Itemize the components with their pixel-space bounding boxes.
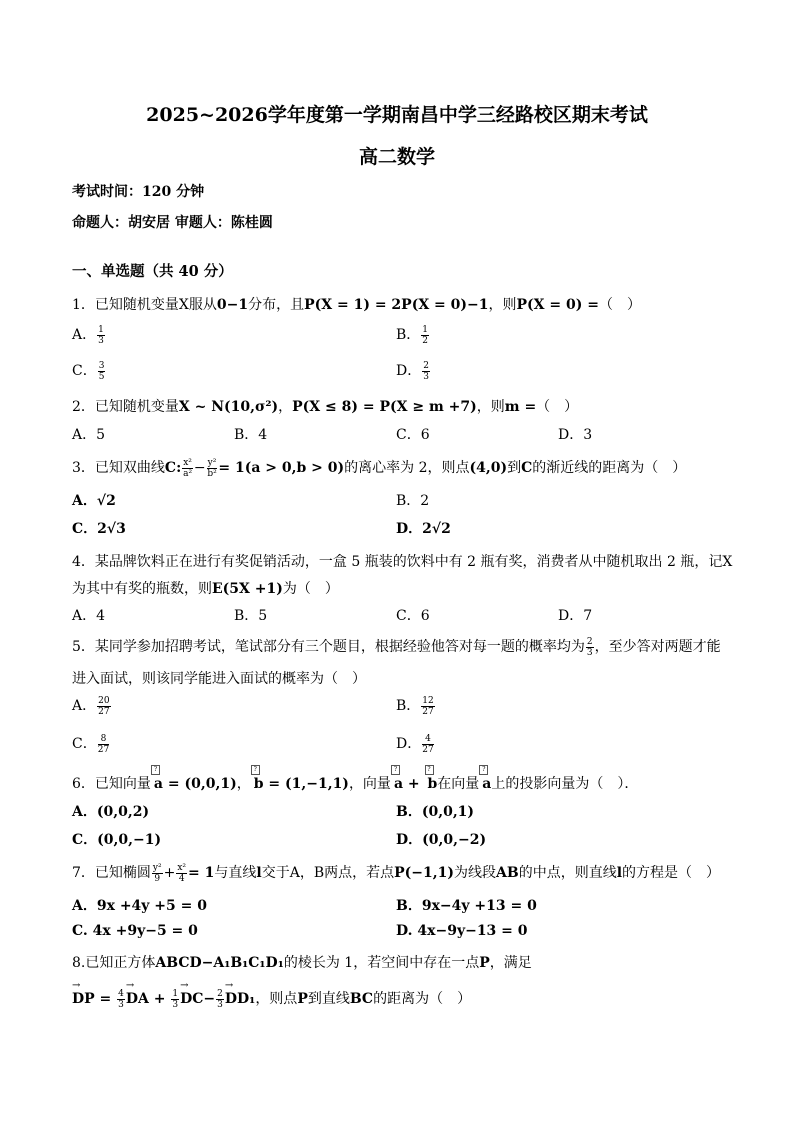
q7-option-b: B．9x−4y +13 = 0	[396, 898, 537, 914]
question-7: 7．已知椭圆 $\frac{\text{y²}}{9}$ + $\frac{\text{x²}}{4}$ = 1与直线l交于A，B两点，若点P(−1,1)为线段AB的中点，则直线l的方程是（ ）	[72, 862, 721, 884]
q4-option-d: D．7	[558, 608, 593, 624]
q1-dist: 0−1	[216, 297, 249, 313]
question-1	[72, 294, 641, 314]
exam-title: 2025~2026学年度第一学期南昌中学三经路校区期末考试	[146, 104, 648, 126]
q5-option-b: B． $\frac{12}{27}$	[396, 695, 434, 717]
q6-option-b: B．(0,0,1)	[396, 804, 475, 820]
question-3: 3．已知双曲线C: $\frac{\text{x²}}{\text{a²}}$ − $\frac{\text{y²}}{\text{b²}}$ = 1(a > 0,b > 0)的离心率为 2，则点(4,0)到C的渐近线的距离为（ ）	[72, 457, 687, 479]
q2-option-c: C．6	[396, 427, 430, 443]
exam-time: 考试时间：120 分钟	[72, 184, 205, 200]
q5-option-d: D． $\frac{4}{27}$	[396, 733, 434, 755]
section-heading: 一、单选题（共 40 分）	[72, 263, 233, 280]
q2-option-b: B．4	[234, 427, 268, 443]
q1-option-d: D． $\frac{2}{3}$	[396, 360, 429, 382]
q3-option-b: B．2	[396, 493, 430, 509]
q1-option-b: B． $\frac{1}{2}$	[396, 324, 429, 346]
question-5-line-1: 5．某同学参加招聘考试，笔试部分有三个题目，根据经验他答对每一题的概率均为 $\frac{2}{3}$ ，至少答对两题才能	[72, 636, 721, 658]
q7-option-d: D. 4x−9y−13 = 0	[396, 923, 528, 939]
q1-ask: P(X = 0) =	[516, 297, 599, 313]
q2-equation: P(X ≤ 8) = P(X ≥ m +7)	[292, 399, 477, 415]
question-8-line-1: 8.已知正方体ABCD−A₁B₁C₁D₁的棱长为 1，若空间中存在一点P，满足	[72, 955, 532, 971]
q7-option-a: A．9x +4y +5 = 0	[72, 898, 207, 914]
exam-subtitle: 高二数学	[358, 146, 435, 168]
q1-text: （ ）	[598, 297, 641, 313]
q1-text: 1．已知随机变量X服从	[72, 297, 217, 313]
q1-option-a: A． $\frac{1}{3}$	[72, 324, 104, 346]
q1-equation: P(X = 1) = 2P(X = 0)−1	[304, 297, 489, 313]
q2-option-a: A．5	[72, 427, 106, 443]
exam-authors: 命题人：胡安居 审题人：陈桂圆	[72, 215, 273, 231]
q5-option-a: A． $\frac{20}{27}$	[72, 695, 110, 717]
q1-text: 分布，且	[248, 297, 305, 313]
question-6: 6．已知向量?a = (0,0,1)，?b = (1,−1,1)，向量?a + ?b在向量?a上的投影向量为（ ）．	[72, 766, 639, 792]
q3-option-a: A．√2	[72, 493, 116, 509]
q4-option-a: A．4	[72, 608, 106, 624]
question-4-line-2: 为其中有奖的瓶数，则E(5X +1)为（ ）	[72, 581, 339, 597]
q2-option-d: D．3	[558, 427, 593, 443]
q3-option-c: C．2√3	[72, 521, 126, 537]
q3-equation: = 1(a > 0,b > 0)	[218, 460, 345, 476]
question-4-line-1: 4．某品牌饮料正在进行有奖促销活动，一盒 5 瓶装的饮料中有 2 瓶有奖，消费者从中随机取出 2 瓶，记X	[72, 554, 733, 570]
question-8-line-2: → DP = $\frac{4}{3}$ → DA + $\frac{1}{3}$ → DC− $\frac{2}{3}$ → DD₁，则点P到直线BC的距离为（ ）	[72, 988, 471, 1010]
q2-dist: X ~ N(10,σ²)	[178, 399, 279, 415]
q7-option-c: C. 4x +9y−5 = 0	[72, 923, 198, 939]
q4-option-b: B．5	[234, 608, 268, 624]
q3-option-d: D．2√2	[396, 521, 451, 537]
q6-option-a: A．(0,0,2)	[72, 804, 150, 820]
q5-option-c: C． $\frac{8}{27}$	[72, 733, 110, 755]
q1-option-c: C． $\frac{3}{5}$	[72, 360, 105, 382]
q6-option-c: C．(0,0,−1)	[72, 832, 162, 848]
q4-option-c: C．6	[396, 608, 430, 624]
question-5-line-2: 进入面试，则该同学能进入面试的概率为（ ）	[72, 671, 366, 687]
q6-option-d: D．(0,0,−2)	[396, 832, 487, 848]
q1-text: ，则	[488, 297, 517, 313]
question-2: 2．已知随机变量X ~ N(10,σ²)，P(X ≤ 8) = P(X ≥ m +7)，则m =（ ）	[72, 399, 579, 415]
